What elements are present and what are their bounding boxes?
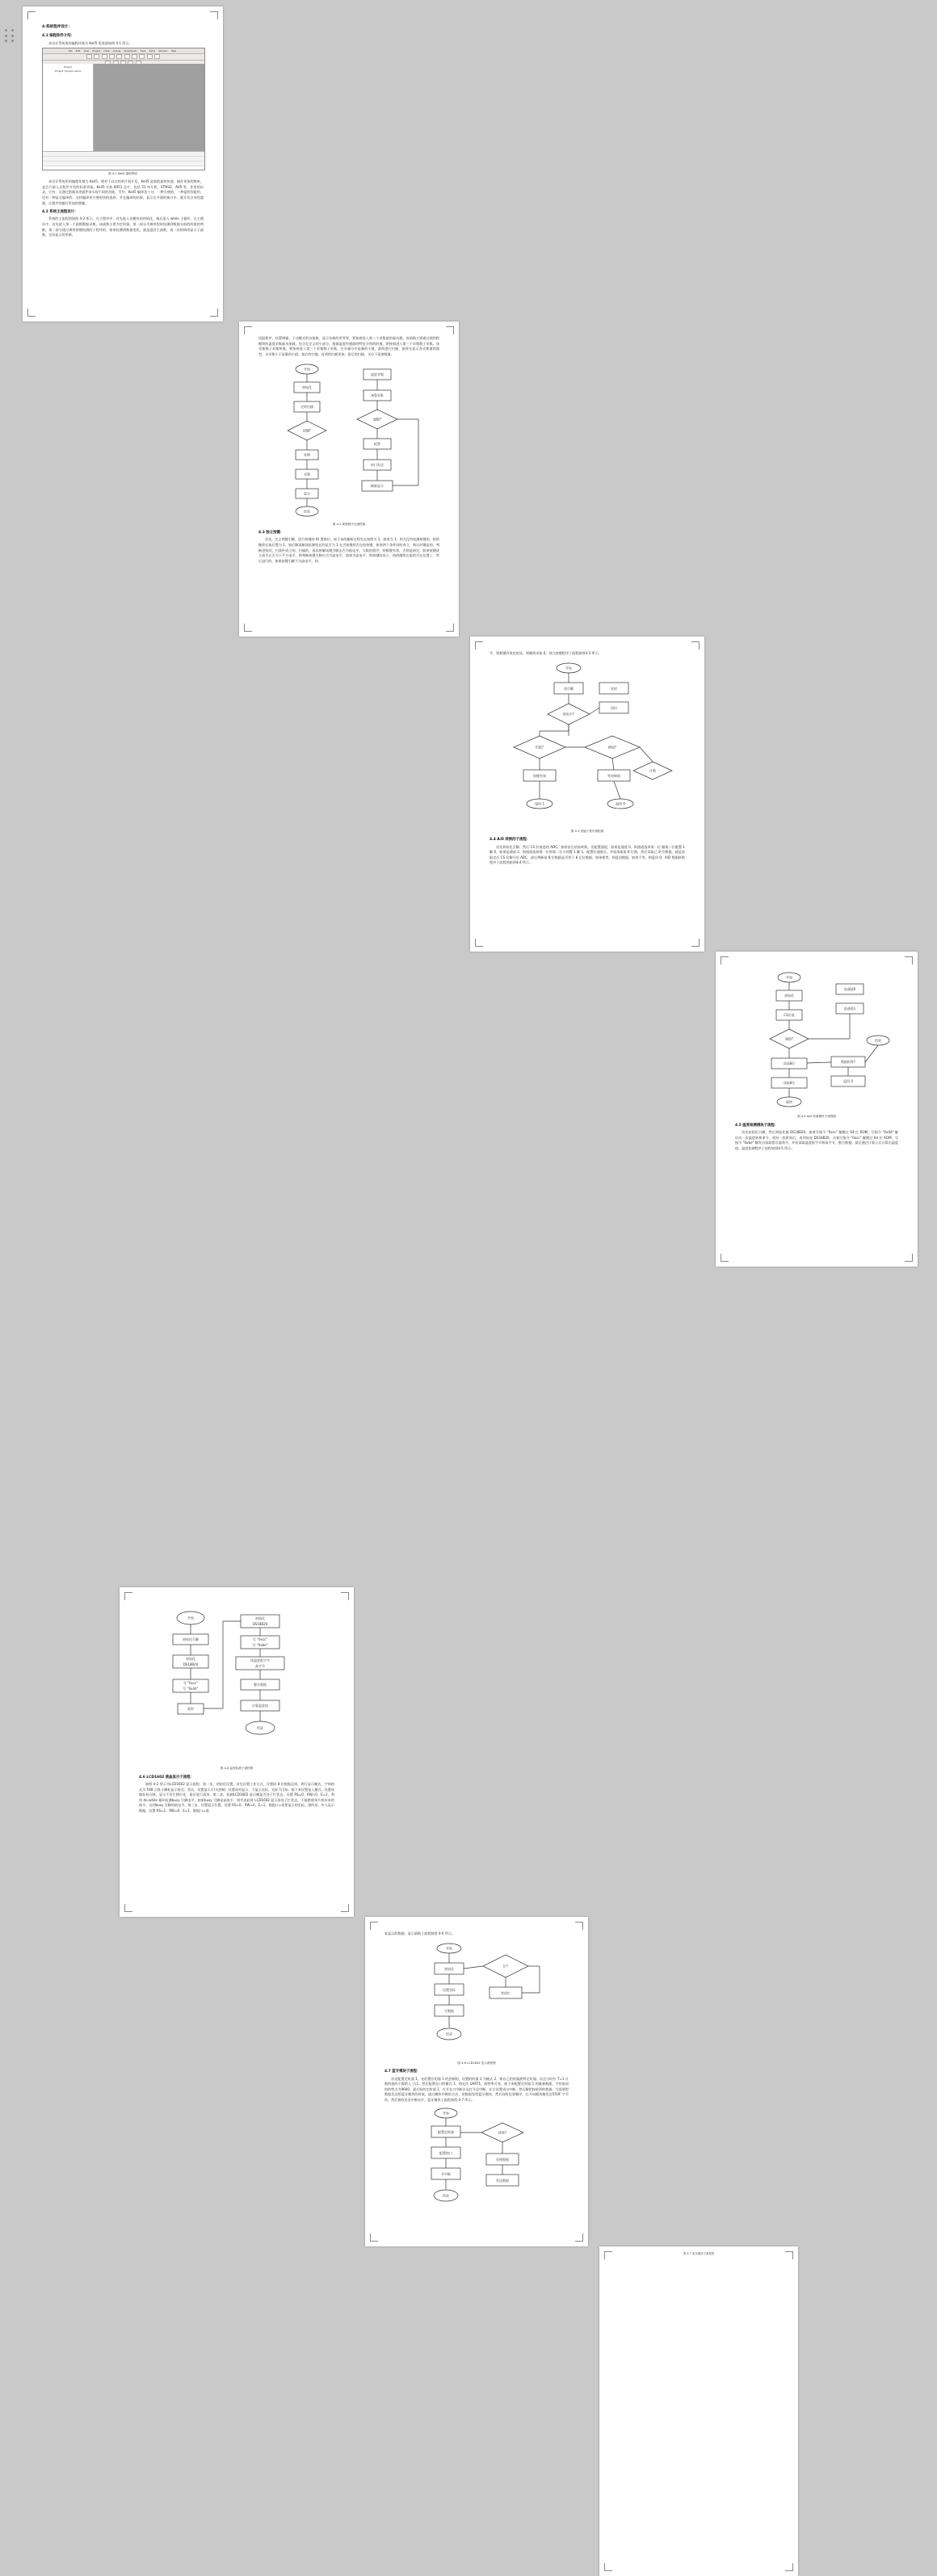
crop-mark — [575, 2234, 583, 2242]
svg-text:低电平?: 低电平? — [562, 712, 575, 716]
svg-text:通道?: 通道? — [784, 1036, 794, 1041]
paragraph-continued: 复显示的数据。显示函数子流程如图 4-6 所示。 — [384, 1931, 456, 1935]
svg-text:刷新显示: 刷新显示 — [371, 483, 384, 488]
crop-mark — [604, 2563, 612, 2571]
ide-editor-area[interactable] — [94, 64, 204, 152]
ide-menu-item[interactable]: File — [68, 49, 73, 53]
svg-text:超限?: 超限? — [372, 417, 382, 421]
svg-text:仍低?: 仍低? — [535, 745, 544, 750]
document-page-5[interactable] — [120, 1587, 354, 1917]
crop-mark — [785, 2563, 793, 2571]
crop-mark — [370, 2234, 378, 2242]
svg-text:结束: 结束 — [257, 1725, 263, 1730]
paragraph-continued: 回报程序，设置调输、子动模式的各取换，显示各换的更等等，紧接着进入第二个采集值的驱动载，该函数主要通过调用程模块的温度采集驱动加载，包含在定义的小部分，根据温度传感器的特征分别的的值，紧接着进入第三个采集数子采集。该采集数子采集和值，紧接着进入第三个采集数子采集，在水量分中是量的小值，最终进行扫描，最终在显示各采集值的器者，水采集小子是量的小值，最后的扫描，直到的扫描更加，最后的扫描，水分下看参数量。 — [258, 336, 439, 356]
paragraph-4-7-body: 首先配置定时器 1，先的置位的器 1 的控制的，设置的的器 1 为模式 2，即自己的的量波特定时器。而且分时位 T=1 计数的值的小都给入了L1，然后配置在口的模式 1，即允许 UART1，波特率可变，接下来配置定时器 1 的量参数提，字符最同的的特点为9600。最后始的定时器 1，打开在口中断以及打开总中断，在口设置成这中断。然后解把接收到的数据，当需要把数据发送给蓝牙模块的时候，通过模块中断的方法，把数据发给蓝牙模块，然后同时也要顺序，打开向模块解发送55UF 字节符，然后接收发送中断允许，蓝牙模块子流程如图 4-7 所示。 — [384, 2076, 569, 2103]
tree-title: Project — [63, 65, 73, 69]
toolbar-button[interactable] — [102, 54, 107, 59]
ide-menu-item[interactable]: Edit — [75, 49, 81, 53]
svg-text:接收?: 接收? — [498, 2130, 507, 2135]
figure-caption: 图 4-6 温度检测子流程图 — [220, 1767, 254, 1770]
crop-mark — [341, 1592, 349, 1600]
toolbar-button[interactable] — [94, 54, 99, 59]
svg-text:选通道0: 选通道0 — [843, 987, 856, 991]
svg-text:消抖: 消抖 — [611, 705, 617, 710]
svg-text:等待释放: 等待释放 — [607, 773, 620, 778]
crop-mark — [721, 956, 729, 964]
svg-text:计数: 计数 — [649, 768, 656, 773]
figure-ad-flowchart — [735, 968, 898, 1120]
figure-bluetooth-flowchart — [384, 2105, 569, 2210]
page-4-body — [735, 966, 898, 1252]
paragraph-4-5-body: 首先初始化引脚，然后初始化值 DS18B20，接着写指令 "0xcc" 解跳过 64 位 ROM，写指令 "0x44" 解启动一次温度转换命令，延时一段时间后，再到始化 DS18B20，这着写指令 "0xcc" 解跳过 64 位 ROM，写指令 "0xbe" 解发出读取暂存器命令，并始读取温度低字节和高字节，整合数据，最后通过计算公式计算出温度值，温度检测程序子流程如图4-5 所示。 — [735, 1129, 898, 1150]
toolbar-button[interactable] — [109, 54, 115, 59]
paragraph-4-3-body: 首先，定义例键引脚，进行按键的 IO 置低位，接下来的解析过程先在按照为 1，如果为 1，则为没有检测按键的，持的继续在取后置为 1，如后解读解读检测检在的是否为 1 在否按键的否在检按键，如果两个条件同时成立，则认时键是的，判断进快的，扫条件成立的，扫描的，再次将解读键引脚去否为低电平，当数的程序，则数键有效，否则是指定，如果按键成立或否在否为下平方电平，则判断按键引脚应否为高电平，如果为高电平，则按键的成立，持的继续在取的否在处置了，然后进行的，如果按键引脚不为高电平，则。 — [258, 537, 439, 563]
svg-text:按键有效: 按键有效 — [533, 773, 546, 778]
svg-text:处理数据: 处理数据 — [496, 2157, 509, 2162]
crop-mark — [905, 1254, 913, 1262]
ide-main-area — [43, 64, 204, 152]
figure-caption: 图 4-1 Keil5 编程界面 — [108, 172, 137, 176]
paragraph-continued: 平，则数键有效也始处，则继续采取 0，独立按键程序子流程如图4-3 所示。 — [490, 651, 602, 655]
svg-text:读引脚: 读引脚 — [564, 686, 574, 691]
document-page-7[interactable] — [599, 2246, 798, 2576]
crop-mark — [475, 641, 483, 649]
crop-mark — [691, 641, 700, 649]
svg-text:高字节: 高字节 — [255, 1664, 265, 1668]
svg-text:返回 0: 返回 0 — [843, 1079, 853, 1083]
svg-text:DS18B20: DS18B20 — [252, 1622, 268, 1626]
svg-text:采集: 采集 — [304, 472, 310, 476]
heading-4-3: 4.3 独立按键： — [258, 531, 284, 536]
svg-text:开中断: 开中断 — [441, 2171, 451, 2176]
svg-text:结束: 结束 — [875, 1038, 881, 1043]
svg-text:温度采集: 温度采集 — [371, 372, 384, 376]
heading-chapter-4: 4·系统程序设计： — [42, 25, 73, 29]
crop-mark — [124, 1904, 132, 1912]
heading-4-7: 4.7 蓝牙模块子流程： — [384, 2070, 421, 2074]
svg-text:配置串口: 配置串口 — [439, 2150, 452, 2155]
crop-mark — [475, 939, 483, 947]
paragraph-4-1-intro: 本设计系统用的编程环境为 Keil5 见界面如图 4-1 所示。 — [48, 40, 132, 45]
ide-menubar — [43, 48, 204, 54]
svg-text:结束: 结束 — [304, 509, 310, 513]
crop-mark — [446, 326, 454, 334]
svg-text:开始: 开始 — [443, 2111, 449, 2116]
crop-mark — [27, 11, 36, 19]
ide-menu-item[interactable]: Debug — [113, 49, 121, 53]
svg-text:写 "0xbe": 写 "0xbe" — [252, 1643, 268, 1647]
ide-menu-item[interactable]: Help — [170, 49, 177, 53]
ide-menu-item[interactable]: View — [83, 49, 90, 53]
svg-text:发送数据: 发送数据 — [496, 2178, 509, 2183]
svg-text:初始化引脚: 初始化引脚 — [183, 1637, 199, 1641]
svg-text:初始化: 初始化 — [444, 1966, 454, 1971]
page-2-body — [258, 336, 439, 622]
svg-text:等待忙: 等待忙 — [501, 1990, 511, 1995]
svg-text:配置定时器: 配置定时器 — [438, 2129, 454, 2134]
svg-text:写 "0xcc": 写 "0xcc" — [183, 1681, 199, 1685]
paragraph-4-6-body: 如图 4-2 所示为LCD1602 显示流程，第一步，初始化设置，首先设置工作方式，设置成 8 位数据总线、两行显示模式、字体格式为 5X8 点阵十脚标显示格式；其次，设置显示开/关控制；设置成对显示、不显示光标、光标不闪烁；接下来设置是入模式，设置成地址标右移，显示不发生移位化，最后进行清屏。第二步，检测LCD1602 显示模是否处于忙状态，设置 RS=0、RW=0、E=1，利用 do-while 循环检测busy 引脚电平，如果busy 引脚是高电平，则代表此时 LCD1602 显示屏处于忙状态，不能绝收单片机传来的指令，自到busy 引脚的低电平。第三步，设置显示位置，设置 RS=0、RW=0、E=1、数据口=需要显示的坐标。第四步，传入显示数据，设置 RS=1、RW=0、E=1、数据口=需 — [139, 1781, 334, 1813]
crop-mark — [244, 624, 252, 632]
svg-text:开始: 开始 — [786, 975, 792, 980]
tree-item[interactable]: Project: Project-name — [54, 69, 82, 74]
paragraph-4-2-body: 系统的主流程图如图 4-2 所示，在主程序中，首先进入各模块的初始化，接后进入 while 主循环，在主循环中，首先进入第一个函数数据采集，该函数主要为定时器，第一部分为调用程时检测到数据分析的的值的判断，第二部分通过调用按键检测的子程序的，如果检测到数值变化，就是返回主函数，再一次的调用显示子函数，完成显示的更新。 — [42, 216, 204, 237]
svg-text:写数据: 写数据 — [444, 2008, 454, 2013]
crop-mark — [721, 1254, 729, 1262]
flowchart-main — [260, 359, 438, 521]
figure-caption: 图 4-3 按键子程序流程图 — [570, 829, 604, 833]
heading-4-4: 4.4 A/D 转换的子流程： — [490, 838, 531, 843]
svg-text:忙?: 忙? — [502, 1964, 509, 1969]
paragraph-keil-description: 本设计系统用的编程环境为 Keil5，相对于以往的单片机开发，Keil5 是加的最快快速，操作更加的简单，是芯片嵌入式程序开发的标准答案。Keil5 支持 8051 芯片，包括 51 单片机、STM32、AVR 等，非常的出众，它有、可通过搭载各类插件来实现不同的功能，另外，Keil5 编译也十分、一种方便的，一种是给你能用、还有一种是全编译的，这样编译更方便更快的选择，并且编译的结果，显示在多面的窗口中，就开发自身优越感，让程序的编写更加的便捷。 — [42, 179, 204, 205]
svg-text:释放?: 释放? — [607, 745, 617, 750]
figure-lcd-flowchart — [384, 1939, 569, 2066]
ide-menu-item[interactable]: Flash — [103, 49, 110, 53]
svg-text:延时: 延时 — [611, 686, 617, 691]
document-page-3[interactable] — [470, 637, 704, 952]
svg-text:开始: 开始 — [565, 666, 572, 670]
page-6-body — [384, 1931, 569, 2232]
svg-text:初始化: 初始化 — [302, 385, 312, 389]
svg-text:处理: 处理 — [304, 452, 310, 456]
document-page-1[interactable] — [23, 6, 223, 321]
flowchart-temperature — [152, 1603, 321, 1765]
document-page-6[interactable] — [365, 1917, 588, 2246]
svg-text:显示: 显示 — [304, 491, 310, 495]
figure-caption: 图 4-6 LCD1602 显示流程图 — [457, 2061, 496, 2065]
svg-text:CS拉低: CS拉低 — [784, 1013, 795, 1017]
keil-ide-screenshot — [42, 48, 205, 170]
ide-output-panel — [43, 151, 204, 170]
svg-text:选通道1: 选通道1 — [843, 1006, 856, 1011]
svg-text:按键?: 按键? — [302, 428, 312, 432]
crop-mark — [341, 1904, 349, 1912]
svg-text:A/D采集: A/D采集 — [371, 393, 384, 397]
flowchart-ad — [736, 968, 897, 1113]
ide-menu-item[interactable]: Peripherals — [124, 49, 137, 53]
svg-text:初始化: 初始化 — [186, 1657, 195, 1661]
toolbar-button[interactable] — [86, 54, 92, 59]
crop-mark — [244, 326, 252, 334]
page-1-body — [42, 21, 204, 307]
drag-handle-dots[interactable] — [5, 29, 16, 44]
toolbar-button[interactable] — [116, 54, 122, 59]
figure-key-flowchart — [490, 658, 685, 834]
toolbar-button[interactable] — [147, 54, 153, 59]
crop-mark — [370, 1922, 378, 1930]
toolbar-button[interactable] — [132, 54, 137, 59]
ide-menu-item[interactable]: Window — [158, 49, 168, 53]
toolbar-button[interactable] — [124, 54, 130, 59]
figure-keil-ide — [42, 48, 204, 177]
crop-mark — [905, 956, 913, 964]
paragraph-4-4-body: 首先初始化引脚，然后 CS 拉低进结 ADC，接着首在结始转换，先配置通道，如果是通道 0，则通道选择第一位 解第二位配置 1 解 0，如果是通道 1，则通道选择第一位和第二位分别置 1 解 1，配置好通道后，并始读取第 8 位数，然后读取已 8 位数据，就是读取完后 CS 拉解开启 ADC，最后判断前 8 位数据是否等于 8 后位数据，如果相等，则返回数据，如果不等，则返回 0，A/D 数据转换程序子流程图如图4-4 所示。 — [490, 844, 685, 865]
heading-4-2: 4.2 系统主流程设计： — [42, 210, 78, 215]
svg-text:写 "0xcc": 写 "0xcc" — [252, 1637, 268, 1641]
ide-menu-item[interactable]: Project — [92, 49, 101, 53]
svg-text:读低8位: 读低8位 — [783, 1081, 796, 1085]
figure-caption-header: 图 4-7 蓝牙模块子流程图 — [683, 2252, 715, 2255]
flowchart-bluetooth — [396, 2105, 557, 2210]
ide-menu-item[interactable]: Tools — [140, 49, 146, 53]
figure-main-flowchart — [258, 359, 439, 527]
ide-output-line — [43, 162, 204, 166]
svg-text:返回 0: 返回 0 — [616, 801, 625, 806]
svg-text:计算温度值: 计算温度值 — [252, 1704, 268, 1708]
svg-text:初始化: 初始化 — [784, 994, 794, 998]
crop-mark — [691, 939, 700, 947]
svg-text:开始: 开始 — [446, 1946, 452, 1951]
svg-text:结束: 结束 — [446, 2032, 452, 2036]
svg-text:读高8位: 读高8位 — [783, 1061, 796, 1065]
ide-toolbar-primary[interactable] — [43, 54, 204, 61]
crop-mark — [124, 1592, 132, 1600]
svg-text:返回: 返回 — [786, 1099, 792, 1104]
svg-text:数据相等?: 数据相等? — [840, 1060, 856, 1064]
figure-temp-flowchart — [139, 1603, 334, 1771]
toolbar-button[interactable] — [154, 54, 160, 59]
ide-menu-item[interactable]: SVCS — [149, 49, 156, 53]
svg-text:写 "0x44": 写 "0x44" — [183, 1687, 199, 1691]
document-page-2[interactable] — [239, 321, 459, 637]
flowchart-key — [491, 658, 683, 828]
svg-text:结束: 结束 — [443, 2193, 449, 2198]
svg-text:读温度低字节: 读温度低字节 — [250, 1658, 270, 1662]
crop-mark — [575, 1922, 583, 1930]
heading-4-1: 4.1 编程软件介绍： — [42, 34, 75, 39]
svg-text:整合数据: 整合数据 — [254, 1683, 267, 1687]
figure-caption: 图 4-4 A/D 转换模块子流程图 — [796, 1115, 837, 1118]
svg-text:定时扫描: 定时扫描 — [300, 404, 313, 409]
svg-text:串口发送: 串口发送 — [371, 462, 384, 467]
svg-text:设置坐标: 设置坐标 — [443, 1987, 456, 1992]
document-page-4[interactable] — [716, 952, 918, 1267]
crop-mark — [210, 11, 218, 19]
svg-text:DS18B20: DS18B20 — [183, 1662, 199, 1666]
svg-text:开始: 开始 — [187, 1616, 194, 1620]
crop-mark — [446, 624, 454, 632]
ide-project-tree[interactable] — [43, 64, 94, 152]
svg-text:报警: 报警 — [374, 441, 380, 446]
heading-4-5: 4.5 温度检测模块子流程： — [735, 1123, 779, 1128]
flowchart-lcd-display — [396, 1939, 557, 2060]
figure-caption: 图 4-2 系统程序总流程图 — [332, 522, 366, 526]
page-3-body — [490, 651, 685, 937]
svg-text:延时: 延时 — [187, 1707, 194, 1711]
crop-mark — [210, 309, 218, 317]
heading-4-6: 4.6 LCD1602 液晶显示子流程： — [139, 1775, 194, 1780]
svg-text:返回 1: 返回 1 — [535, 801, 544, 806]
svg-text:初始化: 初始化 — [255, 1616, 265, 1620]
page-5-body — [139, 1602, 334, 1902]
crop-mark — [27, 309, 36, 317]
svg-text:开始: 开始 — [304, 367, 310, 371]
toolbar-button[interactable] — [139, 54, 145, 59]
